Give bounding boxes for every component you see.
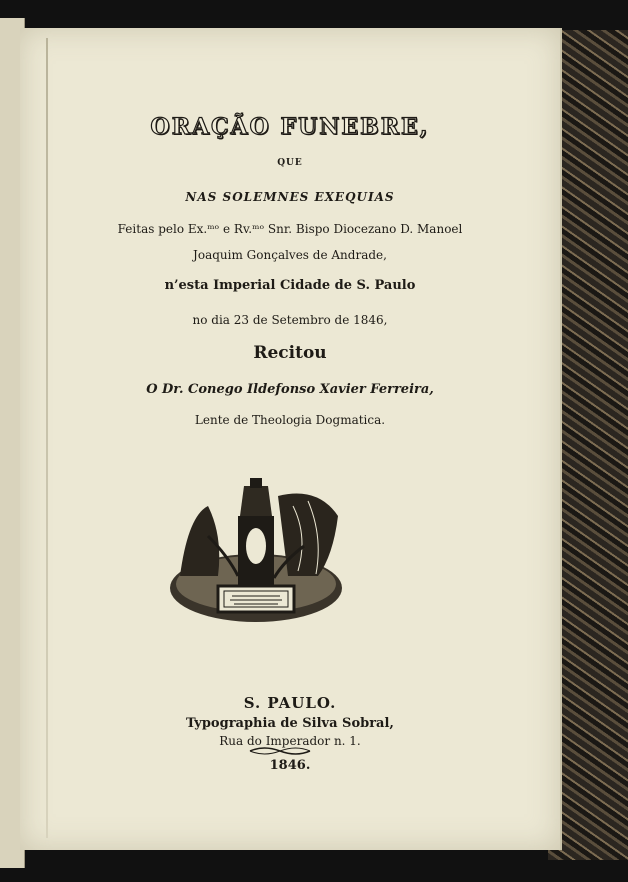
occasion-line: NAS SOLEMNES EXEQUIAS <box>185 190 395 204</box>
feitas-line: Feitas pelo Ex.ᵐᵒ e Rv.ᵐᵒ Snr. Bispo Diocezano D. Manoel <box>117 222 463 236</box>
imprint-address: Rua do Imperador n. 1. <box>219 734 361 748</box>
title-page <box>20 28 562 850</box>
imprint-year: 1846. <box>269 758 311 773</box>
imprint-place: S. PAULO. <box>243 694 337 712</box>
recitou-heading: Recitou <box>253 343 327 363</box>
que-line: QUE <box>277 158 303 168</box>
date-line: no dia 23 de Setembro de 1846, <box>192 313 388 327</box>
author-role-line: Lente de Theologia Dogmatica. <box>194 413 386 427</box>
funeral-urn-vignette-icon <box>168 476 344 624</box>
joaquim-line: Joaquim Gonçalves de Andrade, <box>193 248 387 262</box>
cidade-line: n’esta Imperial Cidade de S. Paulo <box>164 278 416 293</box>
ornament-divider-icon <box>248 745 312 757</box>
imprint-printer: Typographia de Silva Sobral, <box>186 716 394 731</box>
document-title: ORAÇÃO FUNEBRE, <box>150 114 430 140</box>
author-line: O Dr. Conego Ildefonso Xavier Ferreira, <box>146 382 434 397</box>
